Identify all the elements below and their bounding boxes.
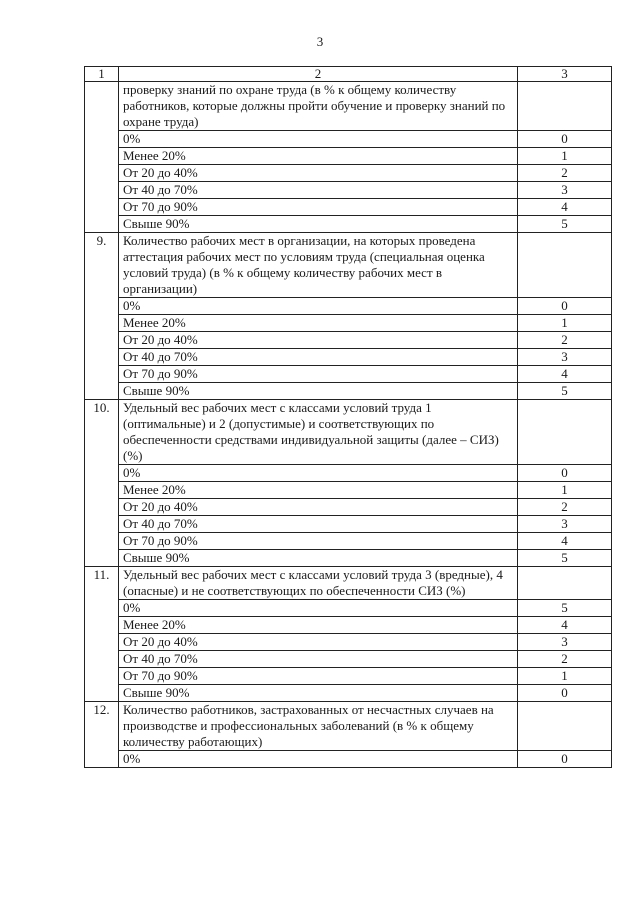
range-label: Свыше 90% bbox=[119, 550, 518, 567]
score-value: 0 bbox=[518, 131, 612, 148]
table-row bbox=[85, 315, 612, 332]
table-row bbox=[85, 634, 612, 651]
score-value: 3 bbox=[518, 634, 612, 651]
table-row bbox=[85, 148, 612, 165]
table-row bbox=[85, 298, 612, 315]
header-col-2: 2 bbox=[119, 67, 518, 82]
range-label: Свыше 90% bbox=[119, 216, 518, 233]
score-value: 1 bbox=[518, 482, 612, 499]
criteria-table bbox=[84, 66, 612, 768]
criterion-score-empty bbox=[518, 702, 612, 751]
criterion-title: Количество рабочих мест в организации, на которых проведена аттестация рабочих мест по условиям труда (специальная оценка условий труда) (в % к общему количеству рабочих мест в организации) bbox=[119, 233, 518, 298]
range-label: От 70 до 90% bbox=[119, 366, 518, 383]
score-value: 5 bbox=[518, 600, 612, 617]
range-label: 0% bbox=[119, 465, 518, 482]
range-label: 0% bbox=[119, 131, 518, 148]
table-row bbox=[85, 465, 612, 482]
range-label: От 70 до 90% bbox=[119, 668, 518, 685]
table-row bbox=[85, 482, 612, 499]
range-label: Менее 20% bbox=[119, 617, 518, 634]
range-label: 0% bbox=[119, 600, 518, 617]
score-value: 2 bbox=[518, 332, 612, 349]
criterion-score-empty bbox=[518, 233, 612, 298]
score-value: 2 bbox=[518, 165, 612, 182]
criterion-number: 12. bbox=[85, 702, 119, 768]
header-col-3: 3 bbox=[518, 67, 612, 82]
score-value: 5 bbox=[518, 550, 612, 567]
table-row bbox=[85, 668, 612, 685]
table-row bbox=[85, 550, 612, 567]
range-label: Менее 20% bbox=[119, 315, 518, 332]
range-label: От 70 до 90% bbox=[119, 533, 518, 550]
table-row bbox=[85, 383, 612, 400]
table-row bbox=[85, 349, 612, 366]
table-row bbox=[85, 533, 612, 550]
range-label: От 40 до 70% bbox=[119, 182, 518, 199]
score-value: 2 bbox=[518, 499, 612, 516]
criterion-number: 11. bbox=[85, 567, 119, 702]
score-value: 3 bbox=[518, 349, 612, 366]
score-value: 1 bbox=[518, 148, 612, 165]
table-row bbox=[85, 131, 612, 148]
criterion-title-row bbox=[85, 702, 612, 751]
score-value: 4 bbox=[518, 617, 612, 634]
range-label: Свыше 90% bbox=[119, 685, 518, 702]
range-label: От 20 до 40% bbox=[119, 165, 518, 182]
criterion-title: Удельный вес рабочих мест с классами условий труда 3 (вредные), 4 (опасные) и не соответствующих по обеспеченности СИЗ (%) bbox=[119, 567, 518, 600]
criterion-number bbox=[85, 82, 119, 233]
criterion-number: 9. bbox=[85, 233, 119, 400]
score-value: 4 bbox=[518, 366, 612, 383]
range-label: От 20 до 40% bbox=[119, 332, 518, 349]
score-value: 3 bbox=[518, 516, 612, 533]
table-row bbox=[85, 216, 612, 233]
score-value: 0 bbox=[518, 751, 612, 768]
range-label: От 70 до 90% bbox=[119, 199, 518, 216]
score-value: 3 bbox=[518, 182, 612, 199]
score-value: 5 bbox=[518, 383, 612, 400]
criterion-title-row bbox=[85, 233, 612, 298]
table-row bbox=[85, 165, 612, 182]
table-row bbox=[85, 600, 612, 617]
criterion-title-row bbox=[85, 400, 612, 465]
range-label: 0% bbox=[119, 751, 518, 768]
criterion-score-empty bbox=[518, 400, 612, 465]
table-row bbox=[85, 617, 612, 634]
score-value: 4 bbox=[518, 533, 612, 550]
table-row bbox=[85, 332, 612, 349]
table-row bbox=[85, 685, 612, 702]
range-label: Свыше 90% bbox=[119, 383, 518, 400]
criterion-title-row bbox=[85, 567, 612, 600]
range-label: От 40 до 70% bbox=[119, 349, 518, 366]
range-label: От 40 до 70% bbox=[119, 651, 518, 668]
table-row bbox=[85, 499, 612, 516]
score-value: 0 bbox=[518, 298, 612, 315]
range-label: От 20 до 40% bbox=[119, 499, 518, 516]
score-value: 0 bbox=[518, 685, 612, 702]
criterion-title: Удельный вес рабочих мест с классами условий труда 1 (оптимальные) и 2 (допустимые) и соответствующих по обеспеченности средствами индивидуальной защиты (далее – СИЗ) (%) bbox=[119, 400, 518, 465]
range-label: От 20 до 40% bbox=[119, 634, 518, 651]
criterion-title: Количество работников, застрахованных от несчастных случаев на производстве и профессиональных заболеваний (в % к общему количеству работающих) bbox=[119, 702, 518, 751]
score-value: 2 bbox=[518, 651, 612, 668]
table-row bbox=[85, 751, 612, 768]
range-label: От 40 до 70% bbox=[119, 516, 518, 533]
table-row bbox=[85, 366, 612, 383]
score-value: 4 bbox=[518, 199, 612, 216]
table-row bbox=[85, 182, 612, 199]
criterion-score-empty bbox=[518, 567, 612, 600]
table-row bbox=[85, 651, 612, 668]
page-number: 3 bbox=[316, 34, 324, 49]
criterion-score-empty bbox=[518, 82, 612, 131]
score-value: 5 bbox=[518, 216, 612, 233]
table-header-row bbox=[85, 67, 612, 82]
criterion-title-row bbox=[85, 82, 612, 131]
range-label: 0% bbox=[119, 298, 518, 315]
table-row bbox=[85, 199, 612, 216]
table-row bbox=[85, 516, 612, 533]
criterion-title: проверку знаний по охране труда (в % к общему количеству работников, которые должны пройти обучение и проверку знаний по охране труда) bbox=[119, 82, 518, 131]
header-col-1: 1 bbox=[85, 67, 119, 82]
score-value: 1 bbox=[518, 315, 612, 332]
range-label: Менее 20% bbox=[119, 482, 518, 499]
score-value: 0 bbox=[518, 465, 612, 482]
criterion-number: 10. bbox=[85, 400, 119, 567]
range-label: Менее 20% bbox=[119, 148, 518, 165]
score-value: 1 bbox=[518, 668, 612, 685]
